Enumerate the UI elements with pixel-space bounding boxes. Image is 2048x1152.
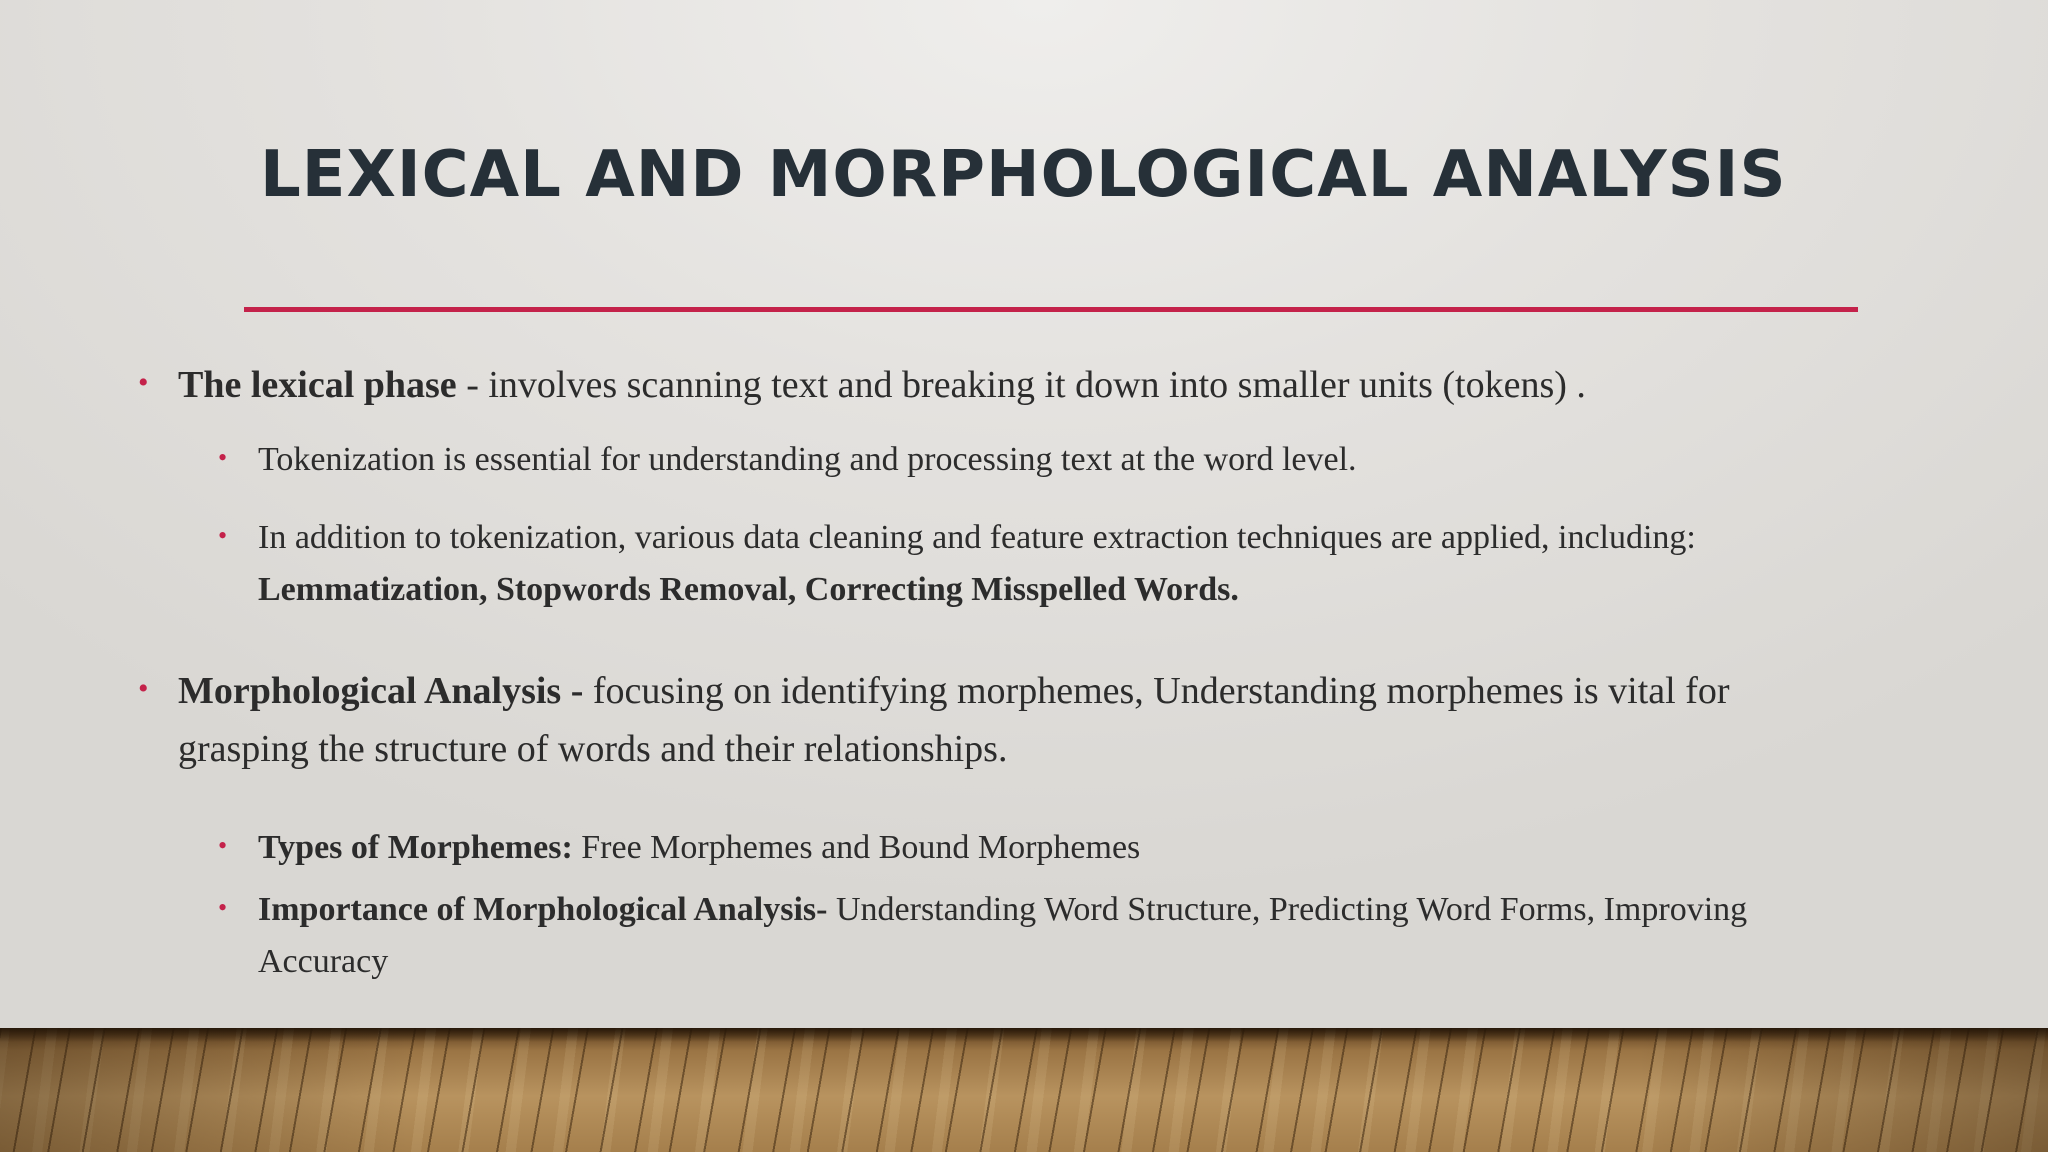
sub-bullet-text: Tokenization is essential for understanding and processing text at the word level.: [258, 441, 1357, 478]
sub-bullet-techniques: [138, 512, 1858, 616]
bullet-text: focusing on identifying morphemes, Understanding morphemes is vital for grasping the structure of words and their relationships.: [178, 670, 1730, 770]
sub-bullet-tokenization: [138, 434, 1858, 486]
sub-bullet-types-of-morphemes: [138, 822, 1858, 874]
bullet-bold-label: Morphological Analysis -: [178, 670, 584, 712]
bullet-morphological-analysis: [138, 662, 1858, 778]
title-divider: [244, 307, 1858, 312]
sub-bullet-bold-label: Importance of Morphological Analysis-: [258, 891, 828, 928]
bullet-bold-label: The lexical phase: [178, 364, 457, 406]
sub-bullet-text: In addition to tokenization, various data cleaning and feature extraction techniques are applied, including:: [258, 519, 1696, 556]
sub-bullet-text: Free Morphemes and Bound Morphemes: [572, 829, 1141, 866]
sub-bullet-bold-techniques: Lemmatization, Stopwords Removal, Correcting Misspelled Words.: [258, 571, 1239, 608]
slide-body: [138, 356, 1858, 988]
slide-title: LEXICAL AND MORPHOLOGICAL ANALYSIS: [260, 138, 1787, 212]
bullet-text: - involves scanning text and breaking it down into smaller units (tokens) .: [456, 364, 1586, 406]
wood-floor-background: [0, 1028, 2048, 1152]
sub-bullet-bold-label: Types of Morphemes:: [258, 829, 573, 866]
bullet-lexical-phase: [138, 356, 1858, 414]
sub-bullet-importance: [138, 884, 1858, 988]
sub-bullet-text: Understanding Word Structure, Predicting Word Forms, Improving Accuracy: [258, 891, 1748, 980]
